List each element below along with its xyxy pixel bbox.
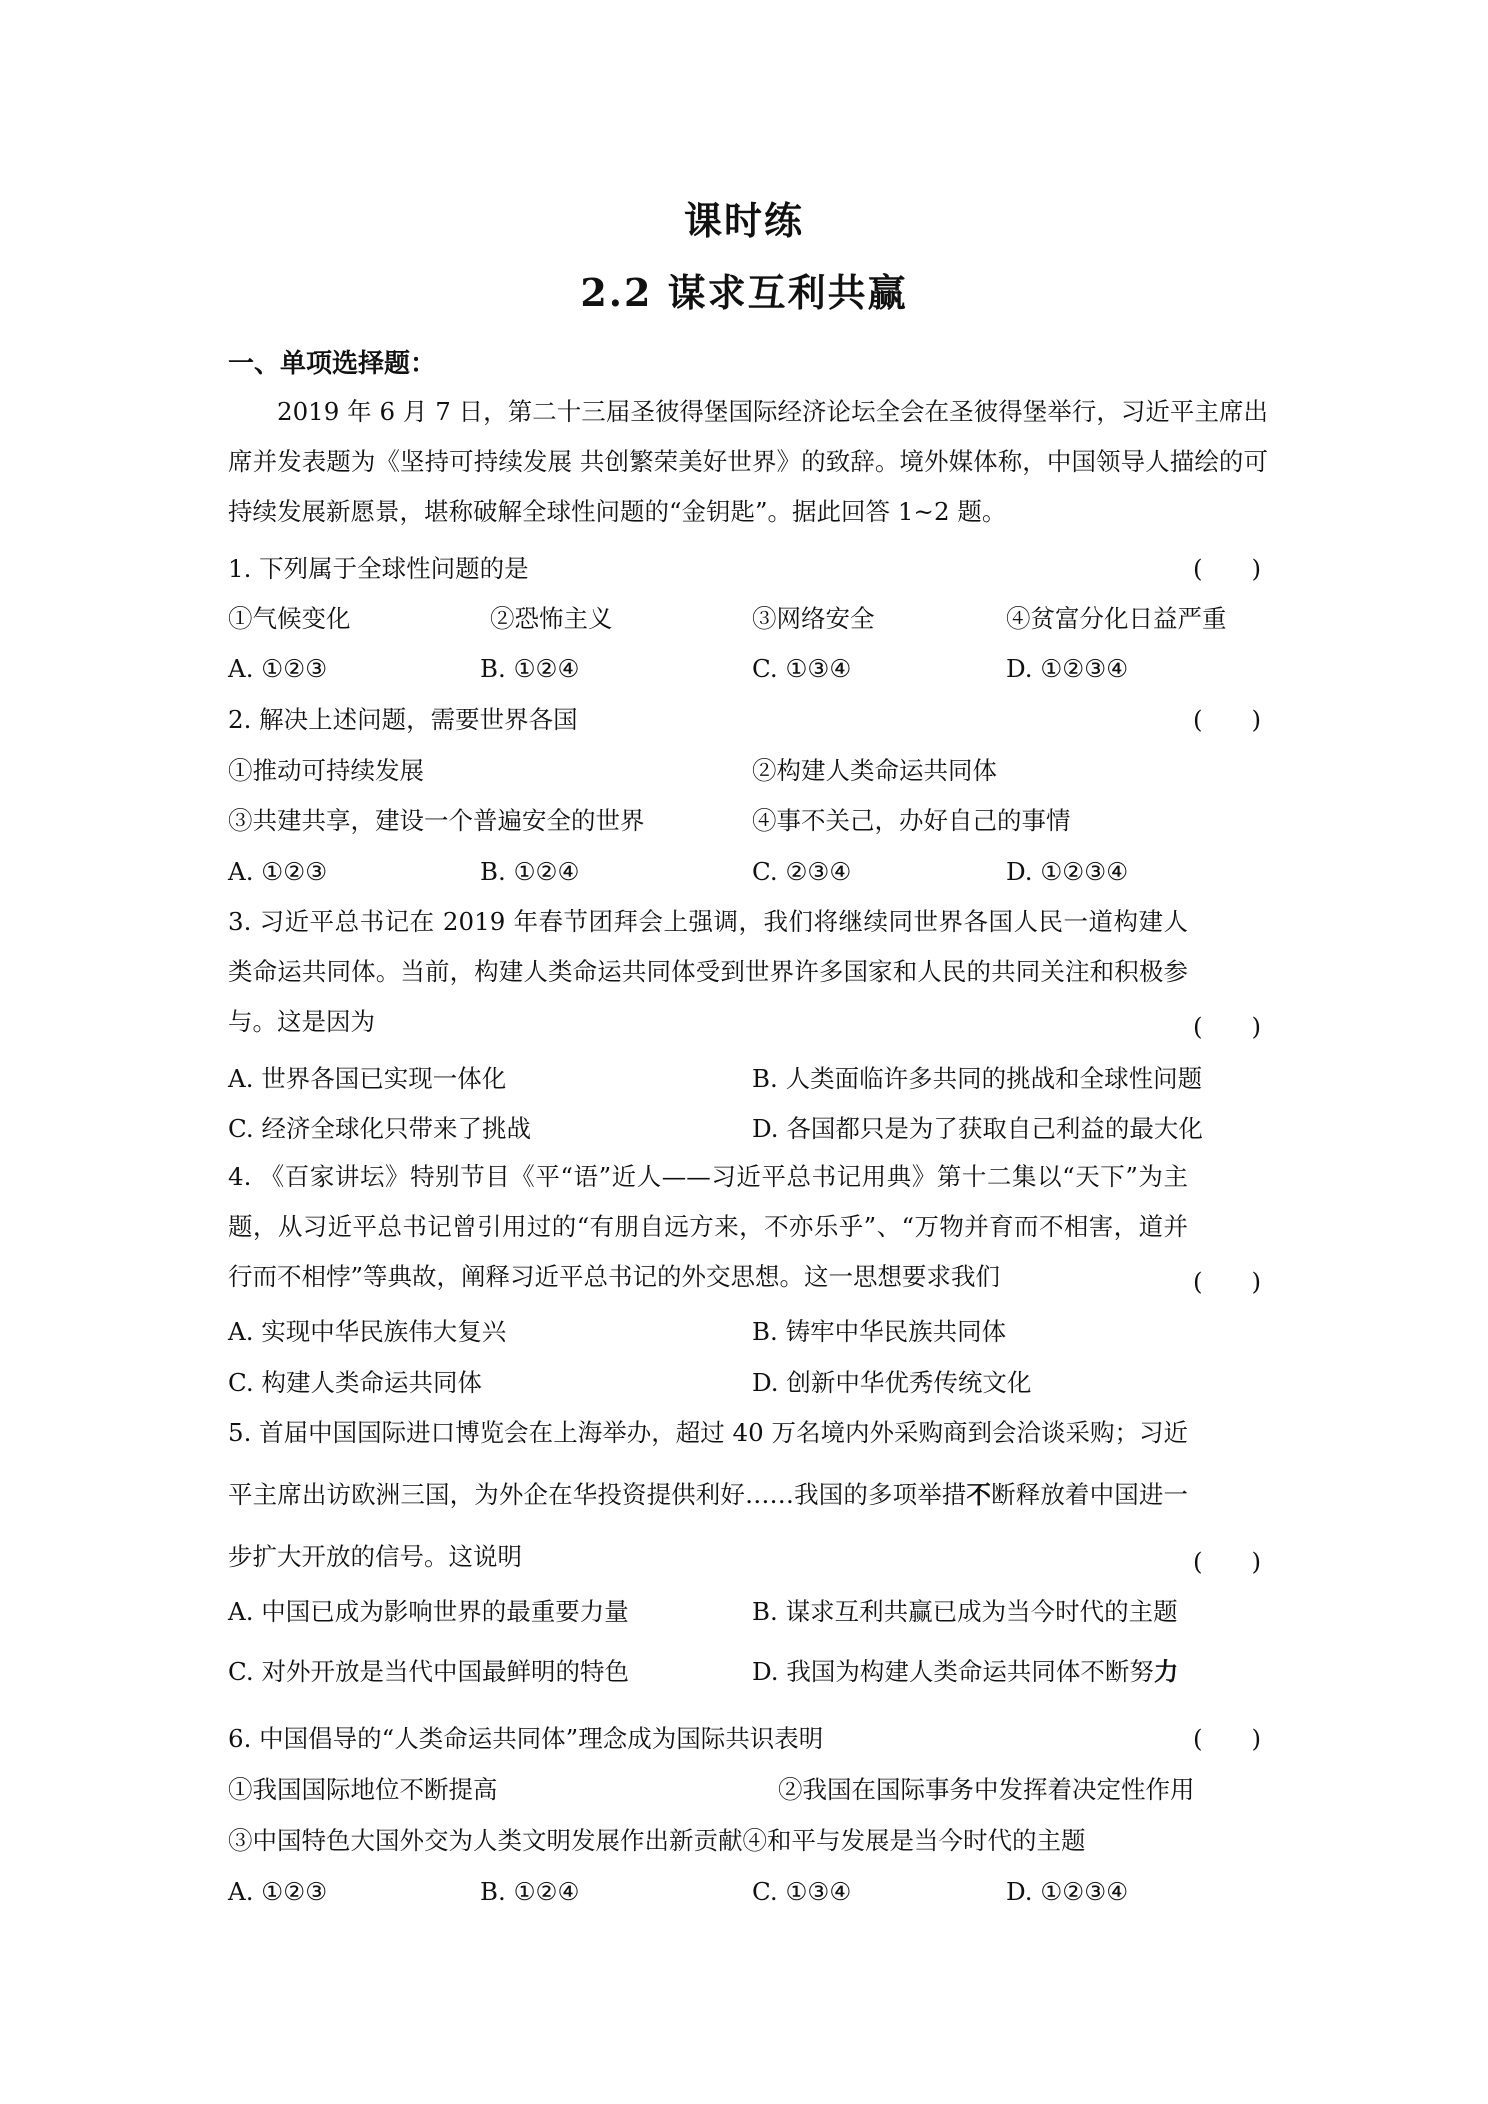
q1-item-4: ④贫富分化日益严重 [1006,604,1227,633]
q5-stem-part-2: 断释放着中国进一步扩大开放的信号。这说明 [228,1480,1189,1571]
q2-option-b: B. ①②④ [480,857,580,886]
q1-item-3: ③网络安全 [752,604,875,633]
q6-option-b: B. ①②④ [480,1877,580,1906]
q5-answer-paren: ( ) [1193,1547,1262,1576]
q6-option-d: D. ①②③④ [1006,1877,1129,1906]
q1-stem: 1. 下列属于全球性问题的是 [228,554,529,583]
q6-item-2: ②我国在国际事务中发挥着决定性作用 [778,1775,1195,1804]
q5-stem-part-1: 5. 首届中国国际进口博览会在上海举办，超过 40 万名境内外采购商到会洽谈采购；习近平主席出访欧洲三国，为外企在华投资提供利好……我国的多项举措 [228,1418,1188,1509]
q4-stem: 4. 《百家讲坛》特别节目《平“语”近人——习近平总书记用典》第十二集以“天下”为主题，从习近平总书记曾引用过的“有朋自远方来，不亦乐乎”、“万物并育而不相害，道并行而不相悖”等典故，阐释习近平总书记的外交思想。这一思想要求我们 [228,1162,1188,1291]
q2-item-2: ②构建人类命运共同体 [752,756,997,785]
q1-option-c: C. ①③④ [752,654,852,683]
q6-item-3: ③中国特色大国外交为人类文明发展作出新贡献④和平与发展是当今时代的主题 [228,1826,1086,1855]
q5-option-b: B. 谋求互利共赢已成为当今时代的主题 [752,1597,1178,1626]
q3-stem: 3. 习近平总书记在 2019 年春节团拜会上强调，我们将继续同世界各国人民一道构建人类命运共同体。当前，构建人类命运共同体受到世界许多国家和人民的共同关注和积极参与。这是因为 [228,907,1188,1036]
q5-option-d-text: D. 我国为构建人类命运共同体不断努 [752,1657,1154,1686]
q2-item-1: ①推动可持续发展 [228,756,424,785]
q4-option-a: A. 实现中华民族伟大复兴 [228,1317,507,1346]
q6-item-1: ①我国国际地位不断提高 [228,1775,498,1804]
lesson-title: 2.2 谋求互利共赢 [580,270,908,315]
q2-item-4: ④事不关己，办好自己的事情 [752,806,1071,835]
q5-option-d [752,1657,1178,1687]
q4-option-b: B. 铸牢中华民族共同体 [752,1317,1007,1346]
q6-answer-paren: ( ) [1193,1724,1262,1753]
q5-stem-emphasis: 不 [966,1480,992,1509]
q4-option-d: D. 创新中华优秀传统文化 [752,1368,1032,1397]
q6-option-c: C. ①③④ [752,1877,852,1906]
q5-stem [228,1402,1188,1588]
q2-option-d: D. ①②③④ [1006,857,1129,886]
q1-item-1: ①气候变化 [228,604,351,633]
q2-item-3: ③共建共享，建设一个普遍安全的世界 [228,806,645,835]
q5-option-a: A. 中国已成为影响世界的最重要力量 [228,1597,629,1626]
q3-option-d: D. 各国都只是为了获取自己利益的最大化 [752,1114,1203,1143]
q1-option-a: A. ①②③ [228,654,328,683]
q4-option-c: C. 构建人类命运共同体 [228,1368,482,1397]
q2-stem: 2. 解决上述问题，需要世界各国 [228,705,578,734]
q5-option-c: C. 对外开放是当代中国最鲜明的特色 [228,1657,629,1686]
q5-option-d-tail: 力 [1153,1657,1179,1686]
q3-option-a: A. 世界各国已实现一体化 [228,1064,507,1093]
section-heading: 一、单项选择题： [228,349,437,379]
q1-answer-paren: ( ) [1193,554,1262,583]
q6-stem: 6. 中国倡导的“人类命运共同体”理念成为国际共识表明 [228,1724,824,1753]
q1-option-b: B. ①②④ [480,654,580,683]
q3-option-b: B. 人类面临许多共同的挑战和全球性问题 [752,1064,1203,1093]
q2-option-a: A. ①②③ [228,857,328,886]
intro-paragraph: 2019 年 6 月 7 日，第二十三届圣彼得堡国际经济论坛全会在圣彼得堡举行，习近平主席出席并发表题为《坚持可持续发展 共创繁荣美好世界》的致辞。境外媒体称，中国领导人描绘的可持续发展新愿景，堪称破解全球性问题的“金钥匙”。据此回答 1~2 题。 [228,397,1268,526]
q6-option-a: A. ①②③ [228,1877,328,1906]
page-title: 课时练 [683,198,804,243]
q1-option-d: D. ①②③④ [1006,654,1129,683]
q2-option-c: C. ②③④ [752,857,852,886]
q2-answer-paren: ( ) [1193,705,1262,734]
q3-option-c: C. 经济全球化只带来了挑战 [228,1114,531,1143]
q1-item-2: ②恐怖主义 [490,604,613,633]
q3-answer-paren: ( ) [1193,1012,1262,1041]
q4-answer-paren: ( ) [1193,1267,1262,1296]
